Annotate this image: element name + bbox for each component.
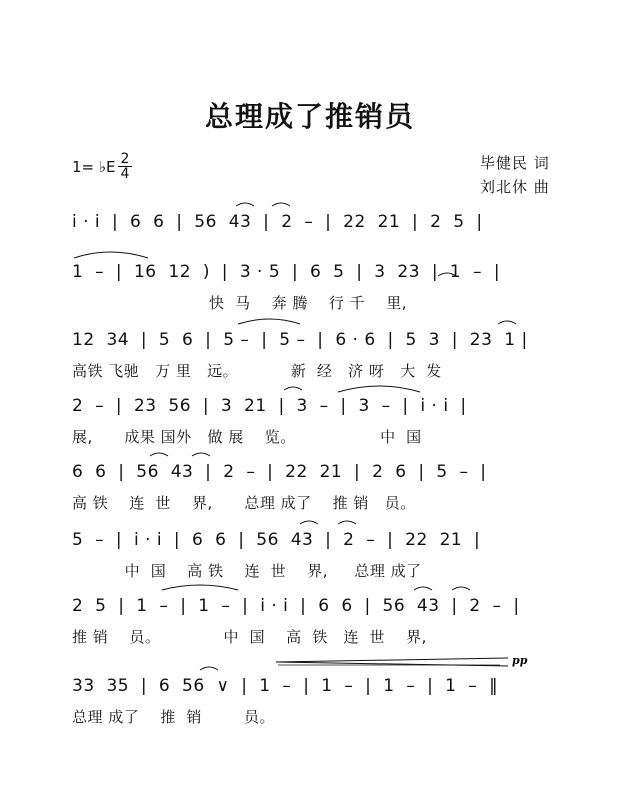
notes-line-2: 1 – | 16 12 ) | 3 · 5 | 6 5 | 3 23 | 1 – | [72,262,501,282]
slur [338,386,420,392]
key-signature: 1= ♭E [72,158,116,176]
slur [74,252,148,258]
time-signature-top: 2 [120,151,130,167]
tie-arc [200,667,218,670]
lyrics-line-6: 中 国 高 铁 连 世 界, 总理 成了 [72,562,422,580]
crescendo-wedge-lower [276,662,508,666]
tie-arc [150,453,168,456]
crescendo-wedge-upper [276,658,508,662]
lyricist-credit: 毕健民 词 [480,154,550,172]
notes-line-5: 6 6 | 56 43 | 2 – | 22 21 | 2 6 | 5 – | [72,462,487,482]
song-title: 总理成了推销员 [204,100,415,133]
notes-line-3: 12 34 | 5 6 | 5 – | 5 – | 6 · 6 | 5 3 | 23 1 | [72,330,528,350]
lyrics-line-5: 高 铁 连 世 界, 总理 成了 推 销 员。 [72,494,416,512]
dynamic-marking: pp [512,654,528,667]
slur [162,585,238,590]
tie-arc [498,321,516,324]
lyrics-line-8: 总理 成了 推 销 员。 [72,708,276,726]
lyrics-line-7: 推 销 员。 中 国 高 铁 连 世 界, [72,628,427,646]
notes-line-8: 33 35 | 6 56 ∨ | 1 – | 1 – | 1 – | 1 – ‖ [72,676,499,696]
lyrics-line-3: 高铁 飞驰 万 里 远。 新 经 济 呀 大 发 [72,362,442,380]
time-signature-bottom: 4 [120,166,130,182]
tie-arc [438,273,456,276]
tie-arc [284,387,302,390]
tie-arc [414,587,432,590]
tie-arc [338,521,356,524]
tie-arc [192,453,210,456]
tie-arc [300,521,318,524]
notes-line-4: 2 – | 23 56 | 3 21 | 3 – | 3 – | i · i | [72,396,467,416]
notes-line-6: 5 – | i · i | 6 6 | 56 43 | 2 – | 22 21 | [72,530,481,550]
composer-credit: 刘北休 曲 [480,178,550,196]
slur [238,319,300,324]
lyrics-line-4: 展, 成果 国外 做 展 览。 中 国 [72,428,422,446]
notes-line-7: 2 5 | 1 – | 1 – | i · i | 6 6 | 56 43 | 2 – | [72,596,520,616]
tie-arc [236,203,254,206]
notes-line-1: i · i | 6 6 | 56 43 | 2 – | 22 21 | 2 5 | [72,212,483,232]
lyrics-line-2: 快 马 奔 腾 行 千 里, [72,294,408,312]
tie-arc [272,203,290,206]
tie-arc [452,587,470,590]
